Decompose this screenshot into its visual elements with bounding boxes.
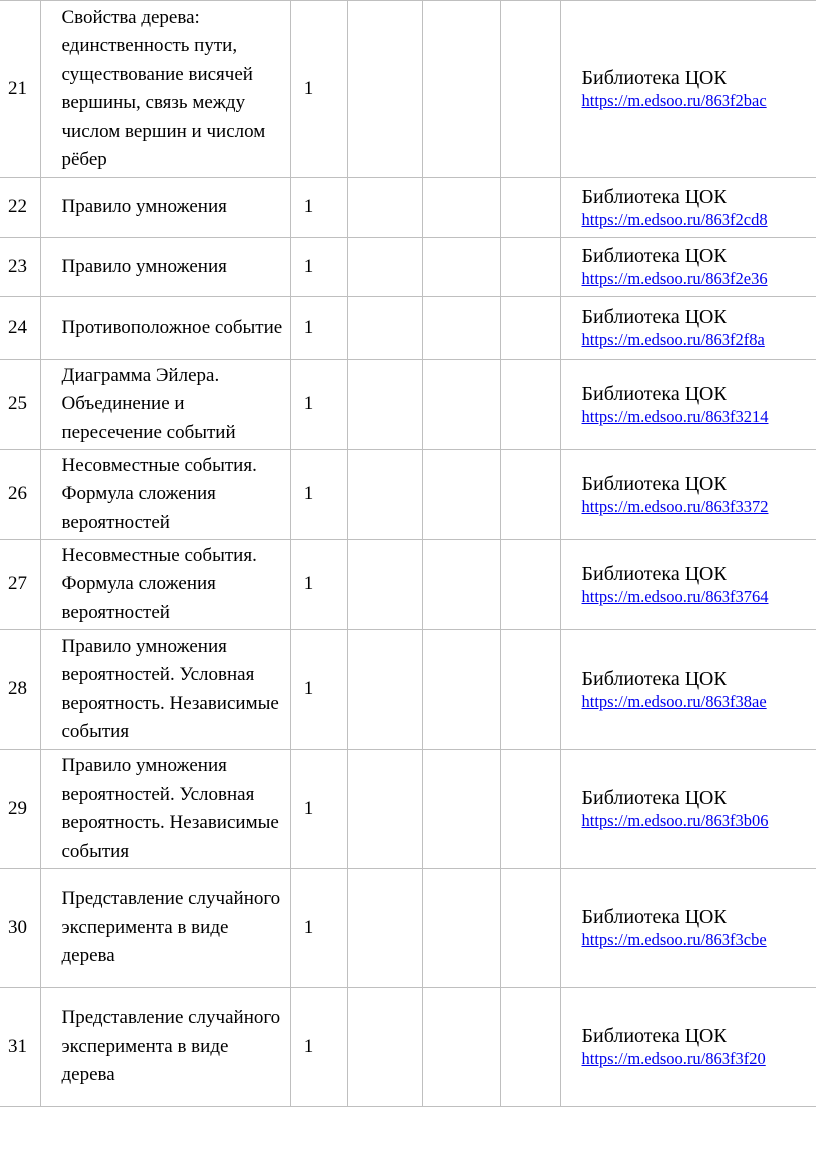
resource-title: Библиотека ЦОК — [581, 906, 727, 928]
table-row — [0, 988, 816, 1107]
empty-cell — [500, 1, 560, 178]
lesson-hours: 1 — [290, 238, 347, 297]
empty-cell — [500, 869, 560, 988]
resource-link[interactable]: https://m.edsoo.ru/863f2f8a — [581, 330, 765, 349]
lesson-number: 22 — [0, 178, 40, 238]
empty-cell — [422, 297, 500, 360]
empty-cell — [347, 360, 422, 450]
resource-link[interactable]: https://m.edsoo.ru/863f3372 — [581, 496, 769, 516]
lesson-hours: 1 — [290, 630, 347, 750]
resource-link[interactable]: https://m.edsoo.ru/863f3764 — [581, 586, 769, 606]
resource-cell — [560, 450, 816, 540]
table-row — [0, 360, 816, 450]
empty-cell — [500, 630, 560, 750]
resource-title: Библиотека ЦОК — [581, 245, 727, 267]
empty-cell — [500, 988, 560, 1107]
lesson-number: 29 — [0, 750, 40, 869]
lesson-topic: Правило умножения — [40, 178, 290, 238]
lesson-hours: 1 — [290, 869, 347, 988]
resource-link[interactable]: https://m.edsoo.ru/863f3f20 — [581, 1049, 766, 1068]
empty-cell — [422, 178, 500, 238]
resource-link[interactable]: https://m.edsoo.ru/863f38ae — [581, 691, 767, 711]
resource-title: Библиотека ЦОК — [581, 562, 727, 585]
lesson-topic: Противоположное событие — [40, 297, 290, 360]
empty-cell — [347, 750, 422, 869]
resource-cell — [560, 750, 816, 869]
empty-cell — [347, 630, 422, 750]
lesson-number: 26 — [0, 450, 40, 540]
lesson-number: 23 — [0, 238, 40, 297]
lesson-topic: Представление случайного эксперимента в виде дерева — [40, 869, 290, 988]
resource-cell — [560, 869, 816, 988]
lesson-topic: Правило умножения вероятностей. Условная вероятность. Независимые события — [40, 750, 290, 869]
table-row — [0, 178, 816, 238]
table-row — [0, 630, 816, 750]
empty-cell — [347, 869, 422, 988]
lesson-hours: 1 — [290, 360, 347, 450]
resource-title: Библиотека ЦОК — [581, 185, 727, 208]
empty-cell — [422, 750, 500, 869]
lesson-hours: 1 — [290, 1, 347, 178]
resource-cell — [560, 540, 816, 630]
table-row — [0, 540, 816, 630]
lesson-number: 25 — [0, 360, 40, 450]
table-row — [0, 1, 816, 178]
lesson-number: 30 — [0, 869, 40, 988]
empty-cell — [347, 450, 422, 540]
lesson-hours: 1 — [290, 988, 347, 1107]
lesson-topic: Диаграмма Эйлера. Объединение и пересечение событий — [40, 360, 290, 450]
resource-title: Библиотека ЦОК — [581, 472, 727, 495]
empty-cell — [500, 750, 560, 869]
resource-cell — [560, 178, 816, 238]
empty-cell — [500, 540, 560, 630]
resource-cell — [560, 1, 816, 178]
lesson-number: 28 — [0, 630, 40, 750]
lesson-hours: 1 — [290, 297, 347, 360]
table-row — [0, 450, 816, 540]
empty-cell — [500, 360, 560, 450]
resource-title: Библиотека ЦОК — [581, 67, 727, 89]
resource-link[interactable]: https://m.edsoo.ru/863f2bac — [581, 91, 767, 110]
empty-cell — [422, 869, 500, 988]
lesson-number: 27 — [0, 540, 40, 630]
empty-cell — [422, 450, 500, 540]
empty-cell — [422, 1, 500, 178]
empty-cell — [422, 630, 500, 750]
empty-cell — [347, 1, 422, 178]
resource-cell — [560, 630, 816, 750]
resource-cell — [560, 238, 816, 297]
lesson-hours: 1 — [290, 540, 347, 630]
lesson-topic: Правило умножения — [40, 238, 290, 297]
empty-cell — [347, 178, 422, 238]
lesson-hours: 1 — [290, 750, 347, 869]
lesson-number: 24 — [0, 297, 40, 360]
resource-link[interactable]: https://m.edsoo.ru/863f3b06 — [581, 811, 769, 830]
empty-cell — [422, 360, 500, 450]
empty-cell — [500, 450, 560, 540]
lesson-topic: Представление случайного эксперимента в виде дерева — [40, 988, 290, 1107]
table-row — [0, 869, 816, 988]
lesson-topic: Свойства дерева: единственность пути, существование висячей вершины, связь между числом вершин и числом рёбер — [40, 1, 290, 178]
empty-cell — [500, 238, 560, 297]
resource-link[interactable]: https://m.edsoo.ru/863f2e36 — [581, 269, 768, 288]
empty-cell — [347, 238, 422, 297]
table-row — [0, 238, 816, 297]
resource-link[interactable]: https://m.edsoo.ru/863f2cd8 — [581, 209, 768, 229]
empty-cell — [347, 988, 422, 1107]
resource-title: Библиотека ЦОК — [581, 306, 727, 328]
resource-cell — [560, 988, 816, 1107]
empty-cell — [500, 178, 560, 238]
empty-cell — [422, 988, 500, 1107]
resource-cell — [560, 360, 816, 450]
lesson-number: 21 — [0, 1, 40, 178]
lesson-topic: Несовместные события. Формула сложения вероятностей — [40, 450, 290, 540]
empty-cell — [422, 540, 500, 630]
empty-cell — [500, 297, 560, 360]
resource-title: Библиотека ЦОК — [581, 787, 727, 809]
table-row — [0, 750, 816, 869]
lesson-topic: Правило умножения вероятностей. Условная вероятность. Независимые события — [40, 630, 290, 750]
empty-cell — [347, 540, 422, 630]
lesson-topic: Несовместные события. Формула сложения вероятностей — [40, 540, 290, 630]
lesson-hours: 1 — [290, 178, 347, 238]
resource-link[interactable]: https://m.edsoo.ru/863f3cbe — [581, 930, 767, 949]
resource-title: Библиотека ЦОК — [581, 382, 727, 405]
table-row — [0, 297, 816, 360]
resource-title: Библиотека ЦОК — [581, 667, 727, 690]
empty-cell — [422, 238, 500, 297]
resource-title: Библиотека ЦОК — [581, 1025, 727, 1047]
lesson-hours: 1 — [290, 450, 347, 540]
lesson-number: 31 — [0, 988, 40, 1107]
empty-cell — [347, 297, 422, 360]
resource-link[interactable]: https://m.edsoo.ru/863f3214 — [581, 406, 769, 426]
resource-cell — [560, 297, 816, 360]
